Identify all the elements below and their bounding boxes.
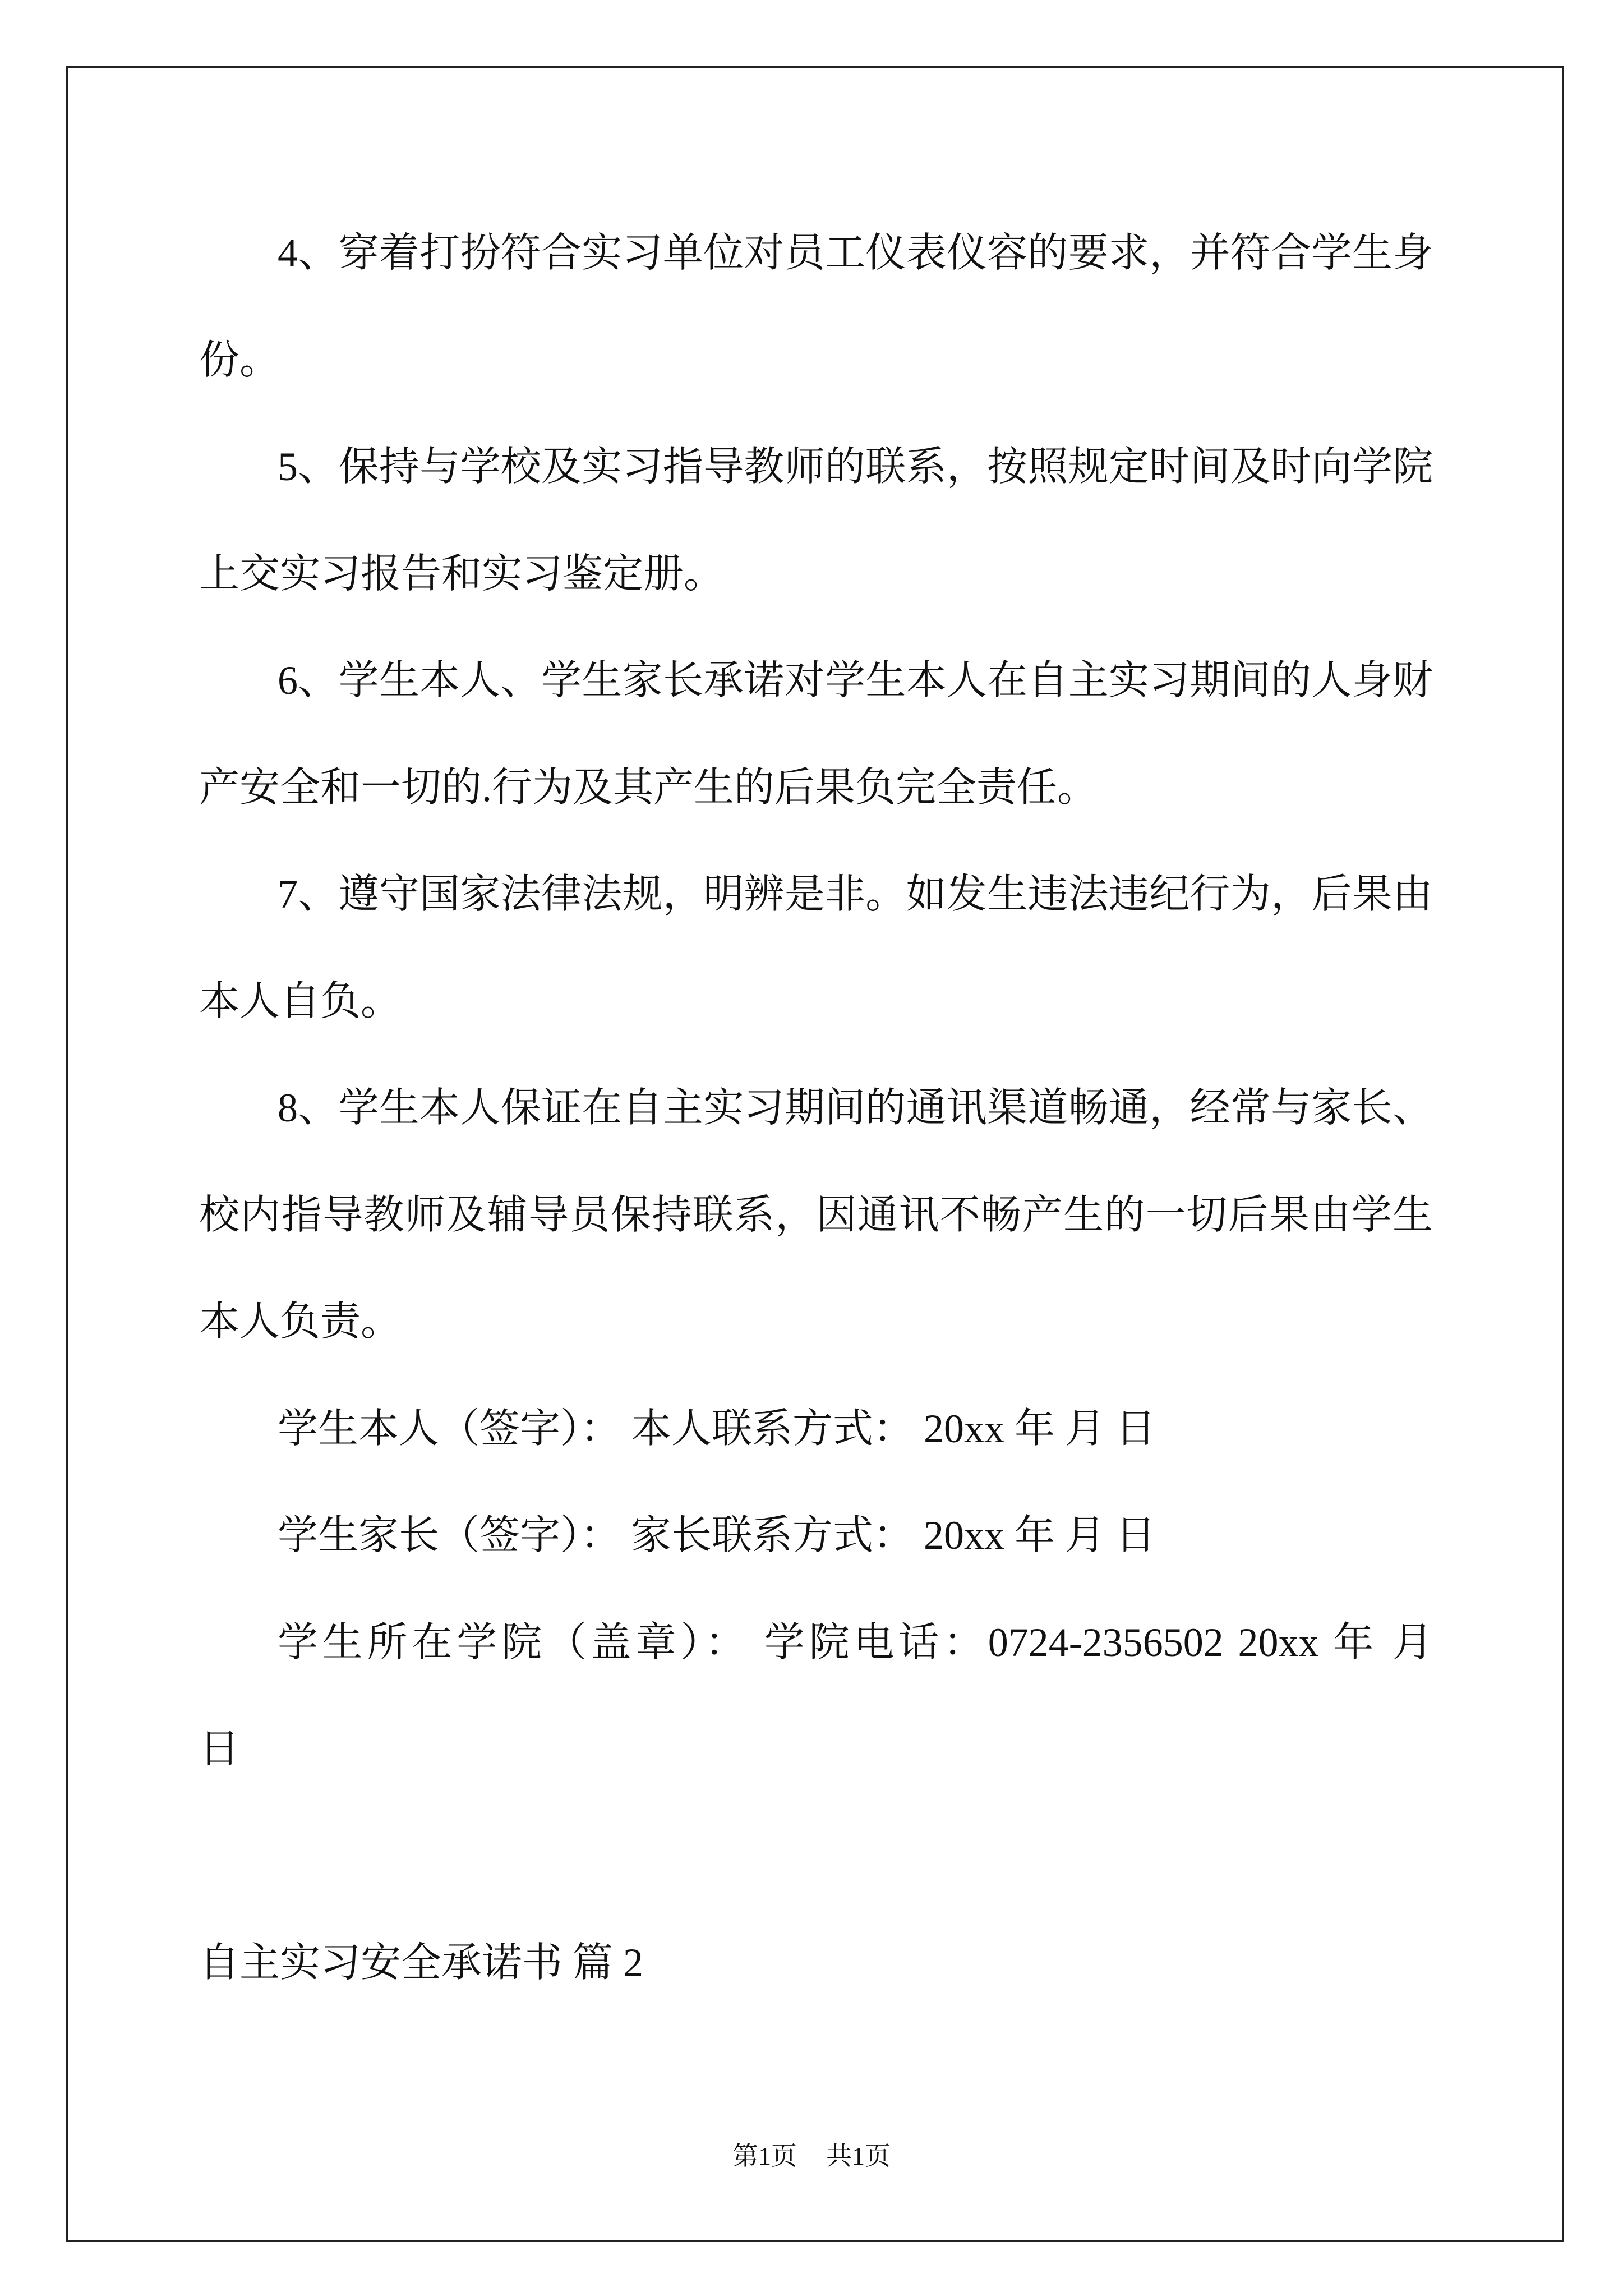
section-heading: 自主实习安全承诺书 篇 2: [199, 1940, 644, 1985]
page-number: 第1页: [732, 2142, 797, 2170]
page-footer: [0, 2138, 1623, 2174]
signature-text: 学生所在学院（盖章）： 学院电话：0724-2356502 20xx 年 月: [278, 1619, 1433, 1665]
paragraph-item-5: [199, 413, 1433, 627]
signature-text: 学生本人（签字）： 本人联系方式： 20xx 年 月 日: [278, 1406, 1156, 1451]
paragraph-line: 校内指导教师及辅导员保持联系，因通讯不畅产生的一切后果由学生: [199, 1192, 1433, 1237]
signature-line-student: [199, 1375, 1433, 1483]
paragraph-line: 本人自负。: [199, 978, 402, 1024]
blank-line: [199, 1803, 1433, 1910]
paragraph-line: 5、保持与学校及实习指导教师的联系，按照规定时间及时向学院: [278, 444, 1433, 489]
page-total: 共1页: [826, 2142, 891, 2170]
paragraph-line: 6、学生本人、学生家长承诺对学生本人在自主实习期间的人身财: [278, 658, 1433, 703]
signature-text: 学生家长（签字）： 家长联系方式： 20xx 年 月 日: [278, 1513, 1156, 1558]
paragraph-line: 本人负责。: [199, 1299, 402, 1344]
paragraph-item-4: [199, 200, 1433, 413]
signature-line-parent: [199, 1482, 1433, 1589]
paragraph-line: 上交实习报告和实习鉴定册。: [199, 551, 725, 596]
paragraph-line: 产安全和一切的.行为及其产生的后果负完全责任。: [199, 765, 1098, 810]
paragraph-line: 8、学生本人保证在自主实习期间的通讯渠道畅通，经常与家长、: [278, 1085, 1433, 1130]
paragraph-item-6: [199, 627, 1433, 841]
paragraph-line: 7、遵守国家法律法规，明辨是非。如发生违法违纪行为，后果由: [278, 872, 1433, 917]
signature-text: 日: [199, 1727, 240, 1772]
document-body: [199, 200, 1433, 2017]
paragraph-item-8: [199, 1055, 1433, 1375]
paragraph-item-7: [199, 841, 1433, 1055]
signature-line-college: [199, 1589, 1433, 1803]
paragraph-line: 份。: [199, 337, 280, 383]
paragraph-line: 4、穿着打扮符合实习单位对员工仪表仪容的要求，并符合学生身: [278, 231, 1433, 275]
